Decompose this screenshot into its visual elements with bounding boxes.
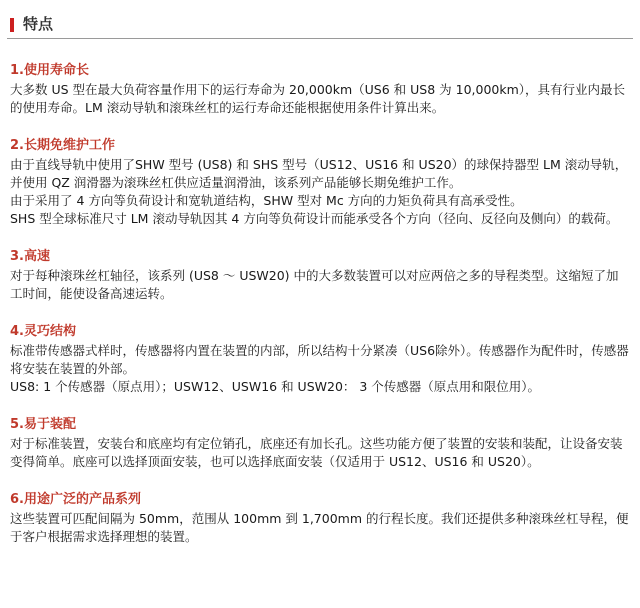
feature-title: 4.灵巧结构: [10, 324, 76, 339]
feature-title: 2.长期免维护工作: [10, 138, 115, 153]
feature-paragraph: 这些装置可匹配间隔为 50mm，范围从 100mm 到 1,700mm 的行程长度。我们还提供多种滚珠丝杠导程，便于客户根据需求选择理想的装置。: [10, 511, 629, 544]
section-header: [7, 8, 633, 39]
feature-list: [0, 39, 640, 546]
feature-paragraph: US8: 1 个传感器（原点用）；USW12、USW16 和 USW20： 3 个传感器（原点用和限位用）。: [10, 379, 541, 394]
feature-paragraph: 对于标准装置，安装台和底座均有定位销孔，底座还有加长孔。这些功能方便了装置的安装和装配，让设备安装变得简单。底座可以选择顶面安装，也可以选择底面安装（仅适用于 US12、US16 和 US20）。: [10, 436, 623, 469]
feature-paragraph: 由于采用了 4 方向等负荷设计和宽轨道结构，SHW 型对 Mc 方向的力矩负荷具有高承受性。: [10, 193, 523, 208]
page-title: 特点: [23, 15, 54, 33]
feature-paragraph: 由于直线导轨中使用了SHW 型号 (US8) 和 SHS 型号（US12、US16 和 US20）的球保持器型 LM 滚动导轨，并使用 QZ 润滑器为滚珠丝杠供应适量润滑油，该系列产品能够长期免维护工作。: [10, 157, 628, 190]
feature-section-lifespan: [10, 61, 630, 117]
feature-paragraph: SHS 型全球标准尺寸 LM 滚动导轨因其 4 方向等负荷设计而能承受各个方向（径向、反径向及侧向）的载荷。: [10, 211, 619, 226]
feature-section-maintenance: [10, 136, 630, 228]
feature-section-assembly: [10, 415, 630, 471]
feature-title: 6.用途广泛的产品系列: [10, 492, 141, 507]
feature-paragraph: 大多数 US 型在最大负荷容量作用下的运行寿命为 20,000km（US6 和 US8 为 10,000km），具有行业内最长的使用寿命。LM 滚动导轨和滚珠丝杠的运行寿命还能根据使用条件计算出来。: [10, 82, 626, 115]
feature-section-structure: [10, 322, 630, 396]
feature-title: 1.使用寿命长: [10, 63, 89, 78]
feature-title: 5.易于装配: [10, 417, 76, 432]
header-marker: [10, 18, 14, 32]
feature-paragraph: 对于每种滚珠丝杠轴径，该系列 (US8 ～ USW20) 中的大多数装置可以对应两倍之多的导程类型。这缩短了加工时间，能使设备高速运转。: [10, 268, 619, 301]
feature-section-speed: [10, 247, 630, 303]
feature-section-product-range: [10, 490, 630, 546]
feature-title: 3.高速: [10, 249, 50, 264]
feature-paragraph: 标准带传感器式样时，传感器将内置在装置的内部，所以结构十分紧凑（US6除外）。传感器作为配件时，传感器将安装在装置的外部。: [10, 343, 629, 376]
